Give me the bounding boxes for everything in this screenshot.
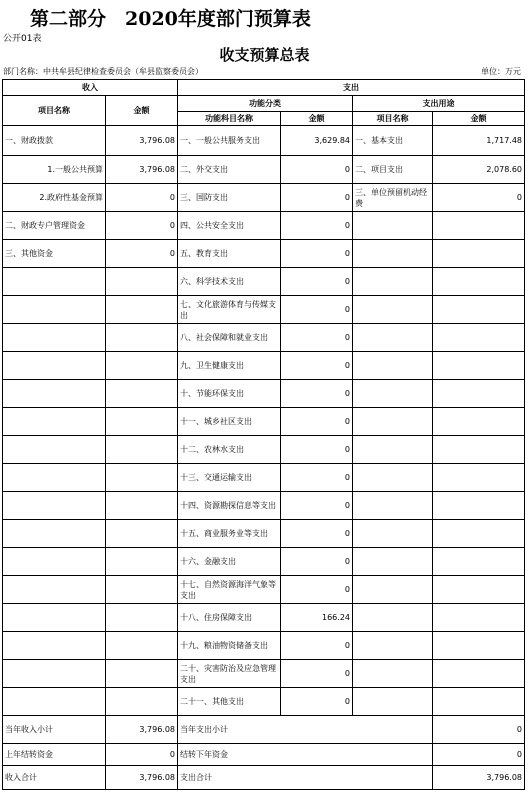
function-subject-name: 十七、自然资源海洋气象等支出: [178, 576, 281, 604]
budget-table: [2, 79, 525, 790]
income-item-name: [3, 436, 106, 464]
income-amount: 3,796.08: [106, 126, 178, 156]
usage-item-name: [353, 212, 433, 240]
income-item-name: 一、财政拨款: [3, 126, 106, 156]
function-subject-name: 二十、灾害防治及应急管理支出: [178, 660, 281, 688]
income-item-name: [3, 604, 106, 632]
function-subject-name: 十三、交通运输支出: [178, 464, 281, 492]
table-row: [3, 352, 525, 380]
usage-amount: 0: [433, 184, 525, 212]
function-amount: 3,629.84: [281, 126, 353, 156]
usage-item-name: [353, 296, 433, 324]
income-item-name: [3, 324, 106, 352]
income-amount: 0: [106, 184, 178, 212]
function-amount: 0: [281, 632, 353, 660]
usage-item-name: 二、项目支出: [353, 156, 433, 184]
income-amount: 0: [106, 212, 178, 240]
function-subject-header: 功能科目名称: [178, 112, 281, 126]
usage-item-name: [353, 548, 433, 576]
usage-item-name: [353, 604, 433, 632]
usage-item-name: [353, 632, 433, 660]
summary-income-label: 收入合计: [3, 766, 106, 790]
usage-amount: [433, 408, 525, 436]
summary-row: [3, 716, 525, 744]
function-amount: 0: [281, 660, 353, 688]
function-amount: 0: [281, 464, 353, 492]
function-subject-name: 五、教育支出: [178, 240, 281, 268]
table-row: [3, 126, 525, 156]
income-item-name: [3, 380, 106, 408]
usage-amount: [433, 212, 525, 240]
income-amount: [106, 548, 178, 576]
function-amount: 0: [281, 212, 353, 240]
table-row: [3, 688, 525, 716]
table-code: 公开01表: [3, 34, 42, 44]
function-amount: 0: [281, 184, 353, 212]
function-subject-name: 十九、粮油物资储备支出: [178, 632, 281, 660]
function-subject-name: 十六、金融支出: [178, 548, 281, 576]
usage-amount: [433, 660, 525, 688]
income-amount: [106, 324, 178, 352]
function-amount: 0: [281, 156, 353, 184]
function-amount: 0: [281, 520, 353, 548]
function-amount: 0: [281, 492, 353, 520]
function-amount: 166.24: [281, 604, 353, 632]
usage-item-name: [353, 688, 433, 716]
income-item-name: [3, 408, 106, 436]
table-row: [3, 464, 525, 492]
income-item-name: [3, 548, 106, 576]
income-amount: [106, 436, 178, 464]
usage-item-name: [353, 352, 433, 380]
table-row: [3, 408, 525, 436]
function-amount: 0: [281, 548, 353, 576]
usage-amount: 2,078.60: [433, 156, 525, 184]
unit-label: 单位：万元: [481, 67, 521, 76]
income-item-name: [3, 688, 106, 716]
usage-item-name: [353, 464, 433, 492]
function-subject-name: 十一、城乡社区支出: [178, 408, 281, 436]
summary-expense-label: 结转下年资金: [178, 744, 433, 766]
function-subject-name: 四、公共安全支出: [178, 212, 281, 240]
summary-expense-amount: 3,796.08: [433, 766, 525, 790]
income-amount: [106, 352, 178, 380]
summary-income-amount: 3,796.08: [106, 766, 178, 790]
summary-income-amount: 0: [106, 744, 178, 766]
usage-item-name: [353, 436, 433, 464]
table-row: [3, 156, 525, 184]
summary-income-amount: 3,796.08: [106, 716, 178, 744]
function-amount: 0: [281, 380, 353, 408]
function-amount: 0: [281, 324, 353, 352]
usage-item-name: [353, 492, 433, 520]
usage-item-name: [353, 576, 433, 604]
table-row: [3, 548, 525, 576]
usage-amount: [433, 604, 525, 632]
function-subject-name: 一、一般公共服务支出: [178, 126, 281, 156]
function-subject-name: 十、节能环保支出: [178, 380, 281, 408]
usage-amount: [433, 548, 525, 576]
table-row: [3, 380, 525, 408]
expense-header: 支出: [178, 80, 525, 96]
income-amount: 0: [106, 240, 178, 268]
income-amount: [106, 492, 178, 520]
function-subject-name: 二十一、其他支出: [178, 688, 281, 716]
income-item-name: [3, 660, 106, 688]
table-row: [3, 660, 525, 688]
usage-item-name: [353, 660, 433, 688]
summary-expense-label: 当年支出小计: [178, 716, 433, 744]
summary-row: [3, 744, 525, 766]
income-item-name: 1.一般公共预算: [3, 156, 106, 184]
usage-amount: [433, 576, 525, 604]
usage-item-name: [353, 380, 433, 408]
function-amount: 0: [281, 688, 353, 716]
income-amount: [106, 408, 178, 436]
function-amount: 0: [281, 296, 353, 324]
function-subject-name: 二、外交支出: [178, 156, 281, 184]
table-row: [3, 268, 525, 296]
income-item-name: [3, 576, 106, 604]
income-amount: [106, 660, 178, 688]
function-amount: 0: [281, 240, 353, 268]
function-amount: 0: [281, 352, 353, 380]
table-subtitle: 收支预算总表: [219, 46, 310, 64]
usage-item-name: [353, 324, 433, 352]
function-amount-header: 金额: [281, 112, 353, 126]
usage-amount: [433, 436, 525, 464]
header-row-2: [3, 96, 525, 112]
table-row: [3, 632, 525, 660]
income-header: 收入: [3, 80, 178, 96]
usage-amount: [433, 240, 525, 268]
income-amount: [106, 520, 178, 548]
usage-item-name: [353, 408, 433, 436]
income-item-name: 2.政府性基金预算: [3, 184, 106, 212]
usage-item-name: [353, 240, 433, 268]
usage-amount: [433, 296, 525, 324]
usage-amount: [433, 632, 525, 660]
income-item-name: [3, 352, 106, 380]
income-amount: [106, 380, 178, 408]
income-item-name: [3, 296, 106, 324]
income-item-name: 三、其他资金: [3, 240, 106, 268]
summary-row: [3, 766, 525, 790]
function-subject-name: 十四、资源勘探信息等支出: [178, 492, 281, 520]
usage-item-name: [353, 268, 433, 296]
table-row: [3, 240, 525, 268]
income-amount: 3,796.08: [106, 156, 178, 184]
header-row-1: [3, 80, 525, 96]
income-amount: [106, 604, 178, 632]
usage-item-name: [353, 520, 433, 548]
summary-expense-label: 支出合计: [178, 766, 433, 790]
function-subject-name: 十八、住房保障支出: [178, 604, 281, 632]
function-subject-name: 十五、商业服务业等支出: [178, 520, 281, 548]
usage-amount: [433, 268, 525, 296]
usage-header: 支出用途: [353, 96, 525, 112]
function-subject-name: 七、文化旅游体育与传媒支出: [178, 296, 281, 324]
income-item-name: [3, 492, 106, 520]
usage-amount: [433, 352, 525, 380]
income-amount: [106, 576, 178, 604]
income-item-name-header: 项目名称: [3, 96, 106, 126]
summary-expense-amount: 0: [433, 716, 525, 744]
income-item-name: [3, 632, 106, 660]
usage-amount: [433, 324, 525, 352]
table-row: [3, 520, 525, 548]
table-row: [3, 184, 525, 212]
function-subject-name: 十二、农林水支出: [178, 436, 281, 464]
table-row: [3, 492, 525, 520]
table-row: [3, 604, 525, 632]
usage-amount: [433, 380, 525, 408]
income-amount-header: 金额: [106, 96, 178, 126]
function-subject-name: 三、国防支出: [178, 184, 281, 212]
usage-amount-header: 金额: [433, 112, 525, 126]
income-amount: [106, 688, 178, 716]
table-row: [3, 436, 525, 464]
income-item-name: [3, 268, 106, 296]
page-title: 第二部分 2020年度部门预算表: [30, 8, 311, 30]
usage-amount: [433, 520, 525, 548]
function-subject-name: 九、卫生健康支出: [178, 352, 281, 380]
usage-amount: [433, 492, 525, 520]
usage-item-name: 一、基本支出: [353, 126, 433, 156]
table-row: [3, 576, 525, 604]
table-row: [3, 296, 525, 324]
summary-income-label: 当年收入小计: [3, 716, 106, 744]
usage-item-name: 三、单位预留机动经费: [353, 184, 433, 212]
income-amount: [106, 632, 178, 660]
table-row: [3, 212, 525, 240]
function-amount: 0: [281, 268, 353, 296]
function-amount: 0: [281, 408, 353, 436]
usage-amount: [433, 464, 525, 492]
department-name: 部门名称：中共牟县纪律检查委员会（牟县监察委员会）: [3, 67, 203, 76]
usage-amount: [433, 688, 525, 716]
table-row: [3, 324, 525, 352]
income-amount: [106, 464, 178, 492]
income-amount: [106, 268, 178, 296]
income-amount: [106, 296, 178, 324]
income-item-name: [3, 464, 106, 492]
function-subject-name: 六、科学技术支出: [178, 268, 281, 296]
usage-amount: 1,717.48: [433, 126, 525, 156]
usage-item-name-header: 项目名称: [353, 112, 433, 126]
function-amount: 0: [281, 436, 353, 464]
function-subject-name: 八、社会保障和就业支出: [178, 324, 281, 352]
function-amount: 0: [281, 576, 353, 604]
function-class-header: 功能分类: [178, 96, 353, 112]
summary-income-label: 上年结转资金: [3, 744, 106, 766]
income-item-name: 二、财政专户管理资金: [3, 212, 106, 240]
income-item-name: [3, 520, 106, 548]
summary-expense-amount: 0: [433, 744, 525, 766]
